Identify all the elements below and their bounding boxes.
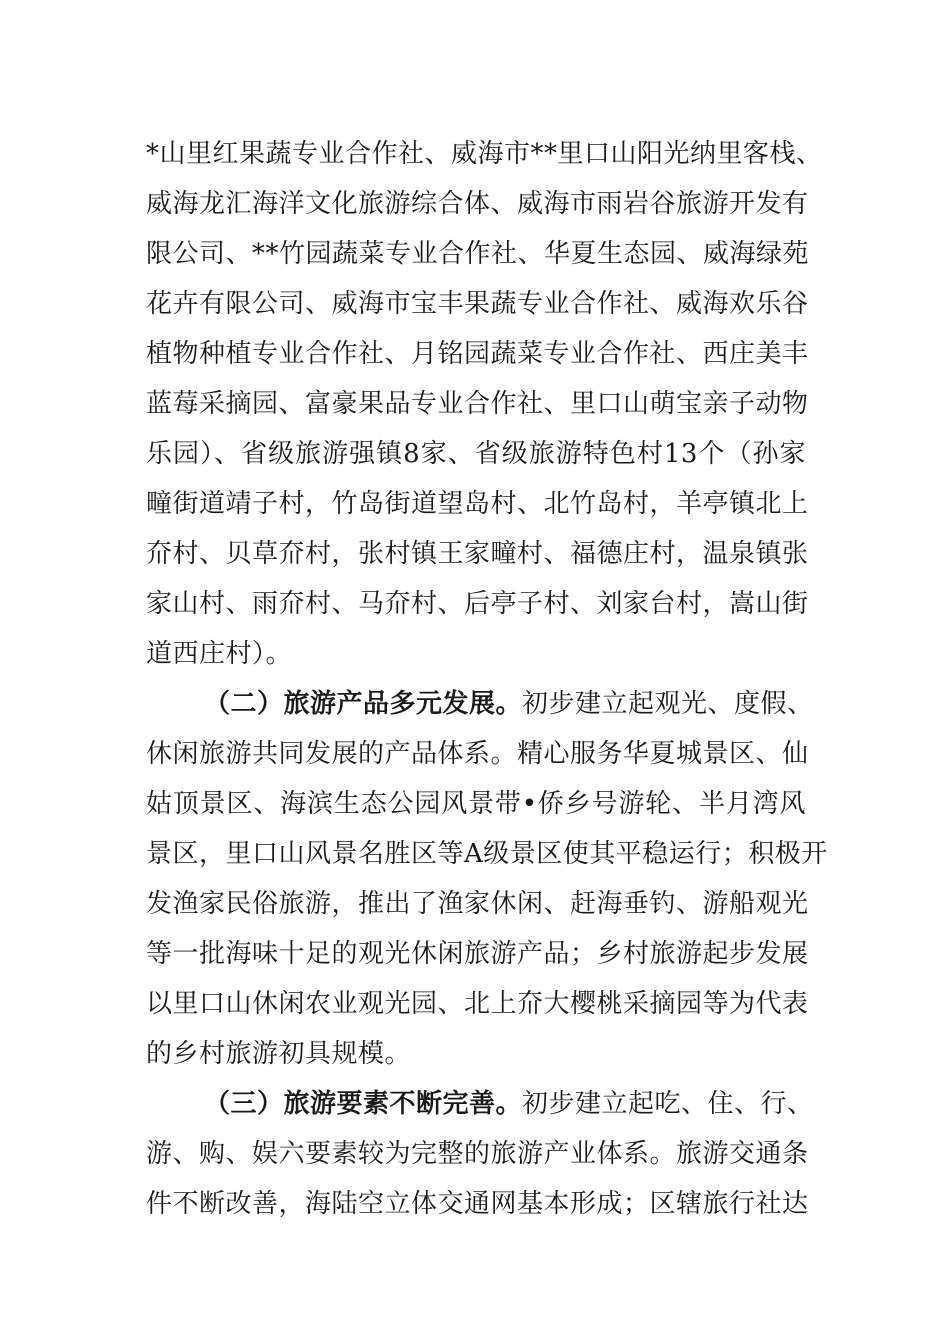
body-text-line: 威海龙汇海洋文化旅游综合体、威海市雨岩谷旅游开发有 <box>146 189 809 219</box>
body-text-line: 家山村、雨夼村、马夼村、后亭子村、刘家台村，嵩山街 <box>146 589 809 619</box>
body-text-line: *山里红果蔬专业合作社、威海市**里口山阳光纳里客栈、 <box>146 139 823 169</box>
section-heading: （三）旅游要素不断完善。 <box>204 1089 523 1119</box>
body-text-line: 的乡村旅游初具规模。 <box>146 1039 412 1069</box>
body-text-line: 景区，里口山风景名胜区等A级景区使其平稳运行；积极开 <box>146 839 828 869</box>
section-heading-line: （三）旅游要素不断完善。初步建立起吃、住、行、 <box>204 1089 814 1119</box>
body-text-line: 游、购、娱六要素较为完整的旅游产业体系。旅游交通条 <box>146 1139 809 1169</box>
body-text-line: 以里口山休闲农业观光园、北上夼大樱桃采摘园等为代表 <box>146 989 809 1019</box>
body-text-line: 植物种植专业合作社、月铭园蔬菜专业合作社、西庄美丰 <box>146 339 809 369</box>
body-text-line: 乐园）、省级旅游强镇8家、省级旅游特色村13个（孙家 <box>146 439 806 469</box>
body-text-line: 发渔家民俗旅游，推出了渔家休闲、赶海垂钓、游船观光 <box>146 889 809 919</box>
body-text-line: 蓝莓采摘园、富豪果品专业合作社、里口山萌宝亲子动物 <box>146 389 809 419</box>
section-heading: （二）旅游产品多元发展。 <box>204 689 523 719</box>
body-text-line: 休闲旅游共同发展的产品体系。精心服务华夏城景区、仙 <box>146 739 809 769</box>
body-text-line: 花卉有限公司、威海市宝丰果蔬专业合作社、威海欢乐谷 <box>146 289 809 319</box>
section-heading-line: （二）旅游产品多元发展。初步建立起观光、度假、 <box>204 689 814 719</box>
body-text-line: 道西庄村）。 <box>146 639 293 669</box>
body-text-line: 姑顶景区、海滨生态公园风景带•侨乡号游轮、半月湾风 <box>146 789 806 819</box>
body-text-line: 件不断改善，海陆空立体交通网基本形成；区辖旅行社达 <box>146 1189 809 1219</box>
body-text-line: 限公司、**竹园蔬菜专业合作社、华夏生态园、威海绿苑 <box>146 239 810 269</box>
body-text-line: 等一批海味十足的观光休闲旅游产品；乡村旅游起步发展 <box>146 939 809 969</box>
body-text-line: 夼村、贝草夼村，张村镇王家疃村、福德庄村，温泉镇张 <box>146 539 809 569</box>
body-text-line: 疃街道靖子村，竹岛街道望岛村、北竹岛村，羊亭镇北上 <box>146 489 809 519</box>
